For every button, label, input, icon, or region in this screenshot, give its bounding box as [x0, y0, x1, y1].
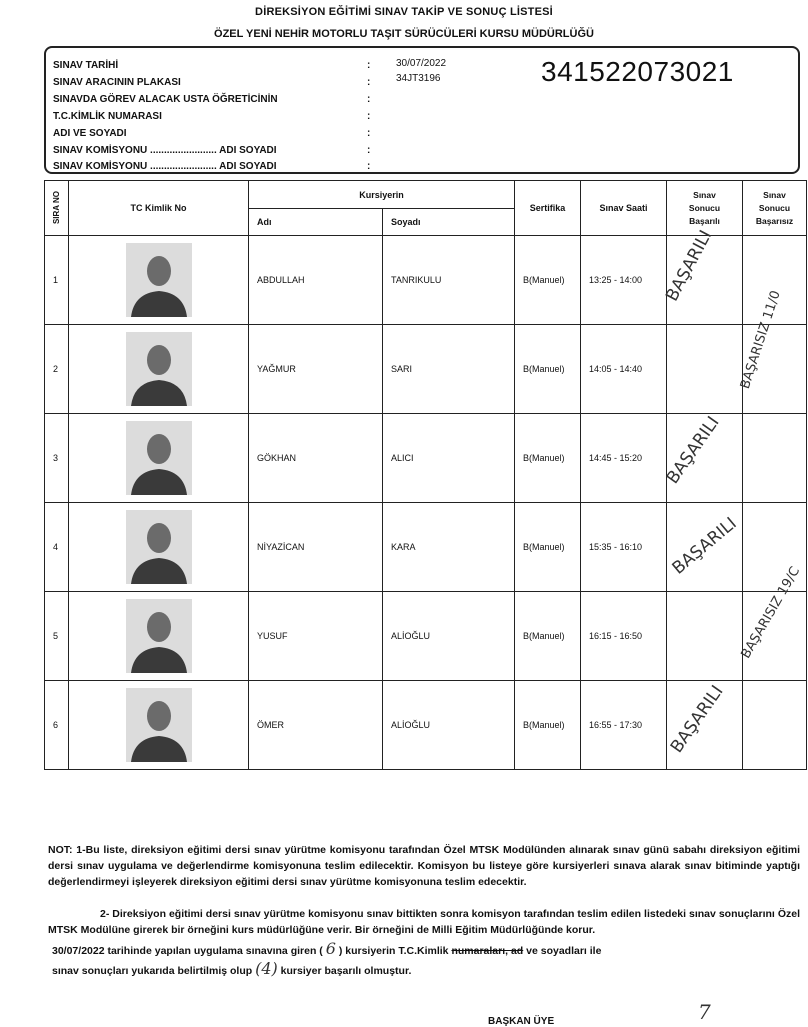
count-passed: (4) — [255, 959, 278, 978]
row-number: 2 — [45, 325, 69, 414]
info-colon: : — [367, 77, 371, 88]
result-fail — [737, 288, 807, 414]
certificate: B(Manuel) — [515, 503, 581, 592]
handwritten-mark: 7 — [698, 1000, 711, 1024]
header-tc: TC Kimlik No — [69, 181, 249, 236]
info-label-tc: T.C.KİMLİK NUMARASI — [53, 111, 162, 122]
last-name: SARI — [383, 325, 515, 414]
info-colon: : — [367, 145, 371, 156]
person-photo-icon — [126, 243, 192, 317]
note-2: 2- Direksiyon eğitimi dersi sınav yürütme komisyonu sınav bittikten sonra komisyon tarafından teslim edilen listedeki sınav sonuçlarını Özel MTSK Modülüne girerek bir örneğini kurs müdürlüğüne verir. Bir örneğini de Milli Eğitim Müdürlüğünde korur. — [48, 908, 800, 936]
first-name: GÖKHAN — [249, 414, 383, 503]
first-name: YAĞMUR — [249, 325, 383, 414]
header-basarili: Sınav Sonucu Başarılı — [667, 181, 743, 236]
last-name: ALICI — [383, 414, 515, 503]
candidate-photo — [69, 503, 249, 592]
exam-time: 14:05 - 14:40 — [581, 325, 667, 414]
result-fail — [743, 414, 807, 503]
school-name: ÖZEL YENİ NEHİR MOTORLU TAŞIT SÜRÜCÜLERİ KURSU MÜDÜRLÜĞÜ — [214, 28, 594, 40]
row-number: 1 — [45, 236, 69, 325]
president-label: BAŞKAN ÜYE — [488, 1016, 555, 1027]
person-photo-icon — [126, 510, 192, 584]
exam-date-value: 30/07/2022 — [396, 58, 447, 69]
candidate-table — [44, 180, 807, 770]
handwritten-pass: BAŞARILI — [662, 227, 717, 305]
info-label-name: ADI VE SOYADI — [53, 128, 127, 139]
candidate-photo — [69, 325, 249, 414]
first-name: NİYAZİCAN — [249, 503, 383, 592]
table-row — [45, 236, 807, 325]
person-photo-icon — [126, 688, 192, 762]
exam-number: 341522073021 — [541, 56, 734, 87]
header-sira-no: SIRA NO — [45, 181, 69, 236]
header-basarisiz: Sınav Sonucu Başarısız — [743, 181, 807, 236]
header-adi: Adı — [249, 209, 383, 236]
info-colon: : — [367, 128, 371, 139]
person-photo-icon — [126, 332, 192, 406]
row-number: 3 — [45, 414, 69, 503]
plate-value: 34JT3196 — [396, 73, 441, 84]
info-colon: : — [367, 161, 371, 172]
last-name: ALİOĞLU — [383, 592, 515, 681]
info-label-instructor: SINAVDA GÖREV ALACAK USTA ÖĞRETİCİNİN — [53, 94, 278, 105]
certificate: B(Manuel) — [515, 592, 581, 681]
handwritten-pass: BAŞARILI — [668, 513, 741, 579]
candidate-photo — [69, 592, 249, 681]
handwritten-fail: BAŞARISIZ 19/C — [738, 564, 804, 662]
certificate: B(Manuel) — [515, 681, 581, 770]
candidate-photo — [69, 236, 249, 325]
exam-info-box — [44, 46, 800, 174]
exam-time: 16:55 - 17:30 — [581, 681, 667, 770]
info-label-plate: SINAV ARACININ PLAKASI — [53, 77, 181, 88]
result-pass — [662, 227, 743, 325]
result-fail — [743, 681, 807, 770]
info-colon: : — [367, 111, 371, 122]
person-photo-icon — [126, 421, 192, 495]
first-name: ABDULLAH — [249, 236, 383, 325]
certificate: B(Manuel) — [515, 325, 581, 414]
exam-time: 14:45 - 15:20 — [581, 414, 667, 503]
note-1: NOT: 1-Bu liste, direksiyon eğitimi dersi sınav yürütme komisyonu tarafından Özel MTSK Modülünden alınarak sınav günü sabahı direksiyon eğitimi dersi sınav uygulama ve değerlendirme komisyonuna teslim edilecektir. Komisyon bu listeye göre kursiyerleri sınava alarak sınav bitiminde yaptığı değerlendirmeyi işleyerek direksiyon eğitimi dersi sınav yürütme komisyonuna teslim edecektir. — [48, 844, 800, 888]
first-name: YUSUF — [249, 592, 383, 681]
handwritten-pass: BAŞARILI — [662, 412, 724, 488]
info-colon: : — [367, 60, 371, 71]
result-fail — [738, 564, 807, 681]
result-pass — [667, 681, 743, 770]
conclusion: 30/07/2022 tarihinde yapılan uygulama sınavına giren ( 6 ) kursiyerin T.C.Kimlik numaraları, ad ve soyadları ile sınav sonuçları yukarıda belirtilmiş olup (4) kursiyer başarılı olmuştur. — [52, 939, 602, 978]
header-kursiyerin: Kursiyerin — [249, 181, 515, 209]
header-saat: Sınav Saati — [581, 181, 667, 236]
info-colon: : — [367, 94, 371, 105]
last-name: TANRIKULU — [383, 236, 515, 325]
exam-time: 16:15 - 16:50 — [581, 592, 667, 681]
table-row — [45, 325, 807, 414]
result-pass — [667, 325, 743, 414]
row-number: 4 — [45, 503, 69, 592]
result-pass — [662, 412, 743, 503]
person-photo-icon — [126, 599, 192, 673]
info-label-date: SINAV TARİHİ — [53, 60, 119, 71]
row-number: 5 — [45, 592, 69, 681]
result-pass — [667, 592, 743, 681]
row-number: 6 — [45, 681, 69, 770]
table-row — [45, 414, 807, 503]
count-taken: 6 — [325, 939, 336, 958]
last-name: KARA — [383, 503, 515, 592]
table-row — [45, 681, 807, 770]
info-label-commission-1: SINAV KOMİSYONU ........................ ADI SOYADI — [53, 145, 277, 156]
candidate-photo — [69, 681, 249, 770]
header-soyadi: Soyadı — [383, 209, 515, 236]
first-name: ÖMER — [249, 681, 383, 770]
info-label-commission-2: SINAV KOMİSYONU ........................ ADI SOYADI — [53, 161, 277, 172]
table-row — [45, 503, 807, 592]
header-sertifika: Sertifika — [515, 181, 581, 236]
result-pass — [667, 503, 743, 592]
certificate: B(Manuel) — [515, 414, 581, 503]
certificate: B(Manuel) — [515, 236, 581, 325]
candidate-photo — [69, 414, 249, 503]
document-title: DİREKSİYON EĞİTİMİ SINAV TAKİP VE SONUÇ LİSTESİ — [255, 6, 553, 18]
last-name: ALİOĞLU — [383, 681, 515, 770]
exam-time: 15:35 - 16:10 — [581, 503, 667, 592]
exam-time: 13:25 - 14:00 — [581, 236, 667, 325]
handwritten-fail: BAŞARISIZ 11/0 — [737, 288, 784, 391]
table-row — [45, 592, 807, 681]
handwritten-pass: BAŞARILI — [666, 681, 728, 757]
